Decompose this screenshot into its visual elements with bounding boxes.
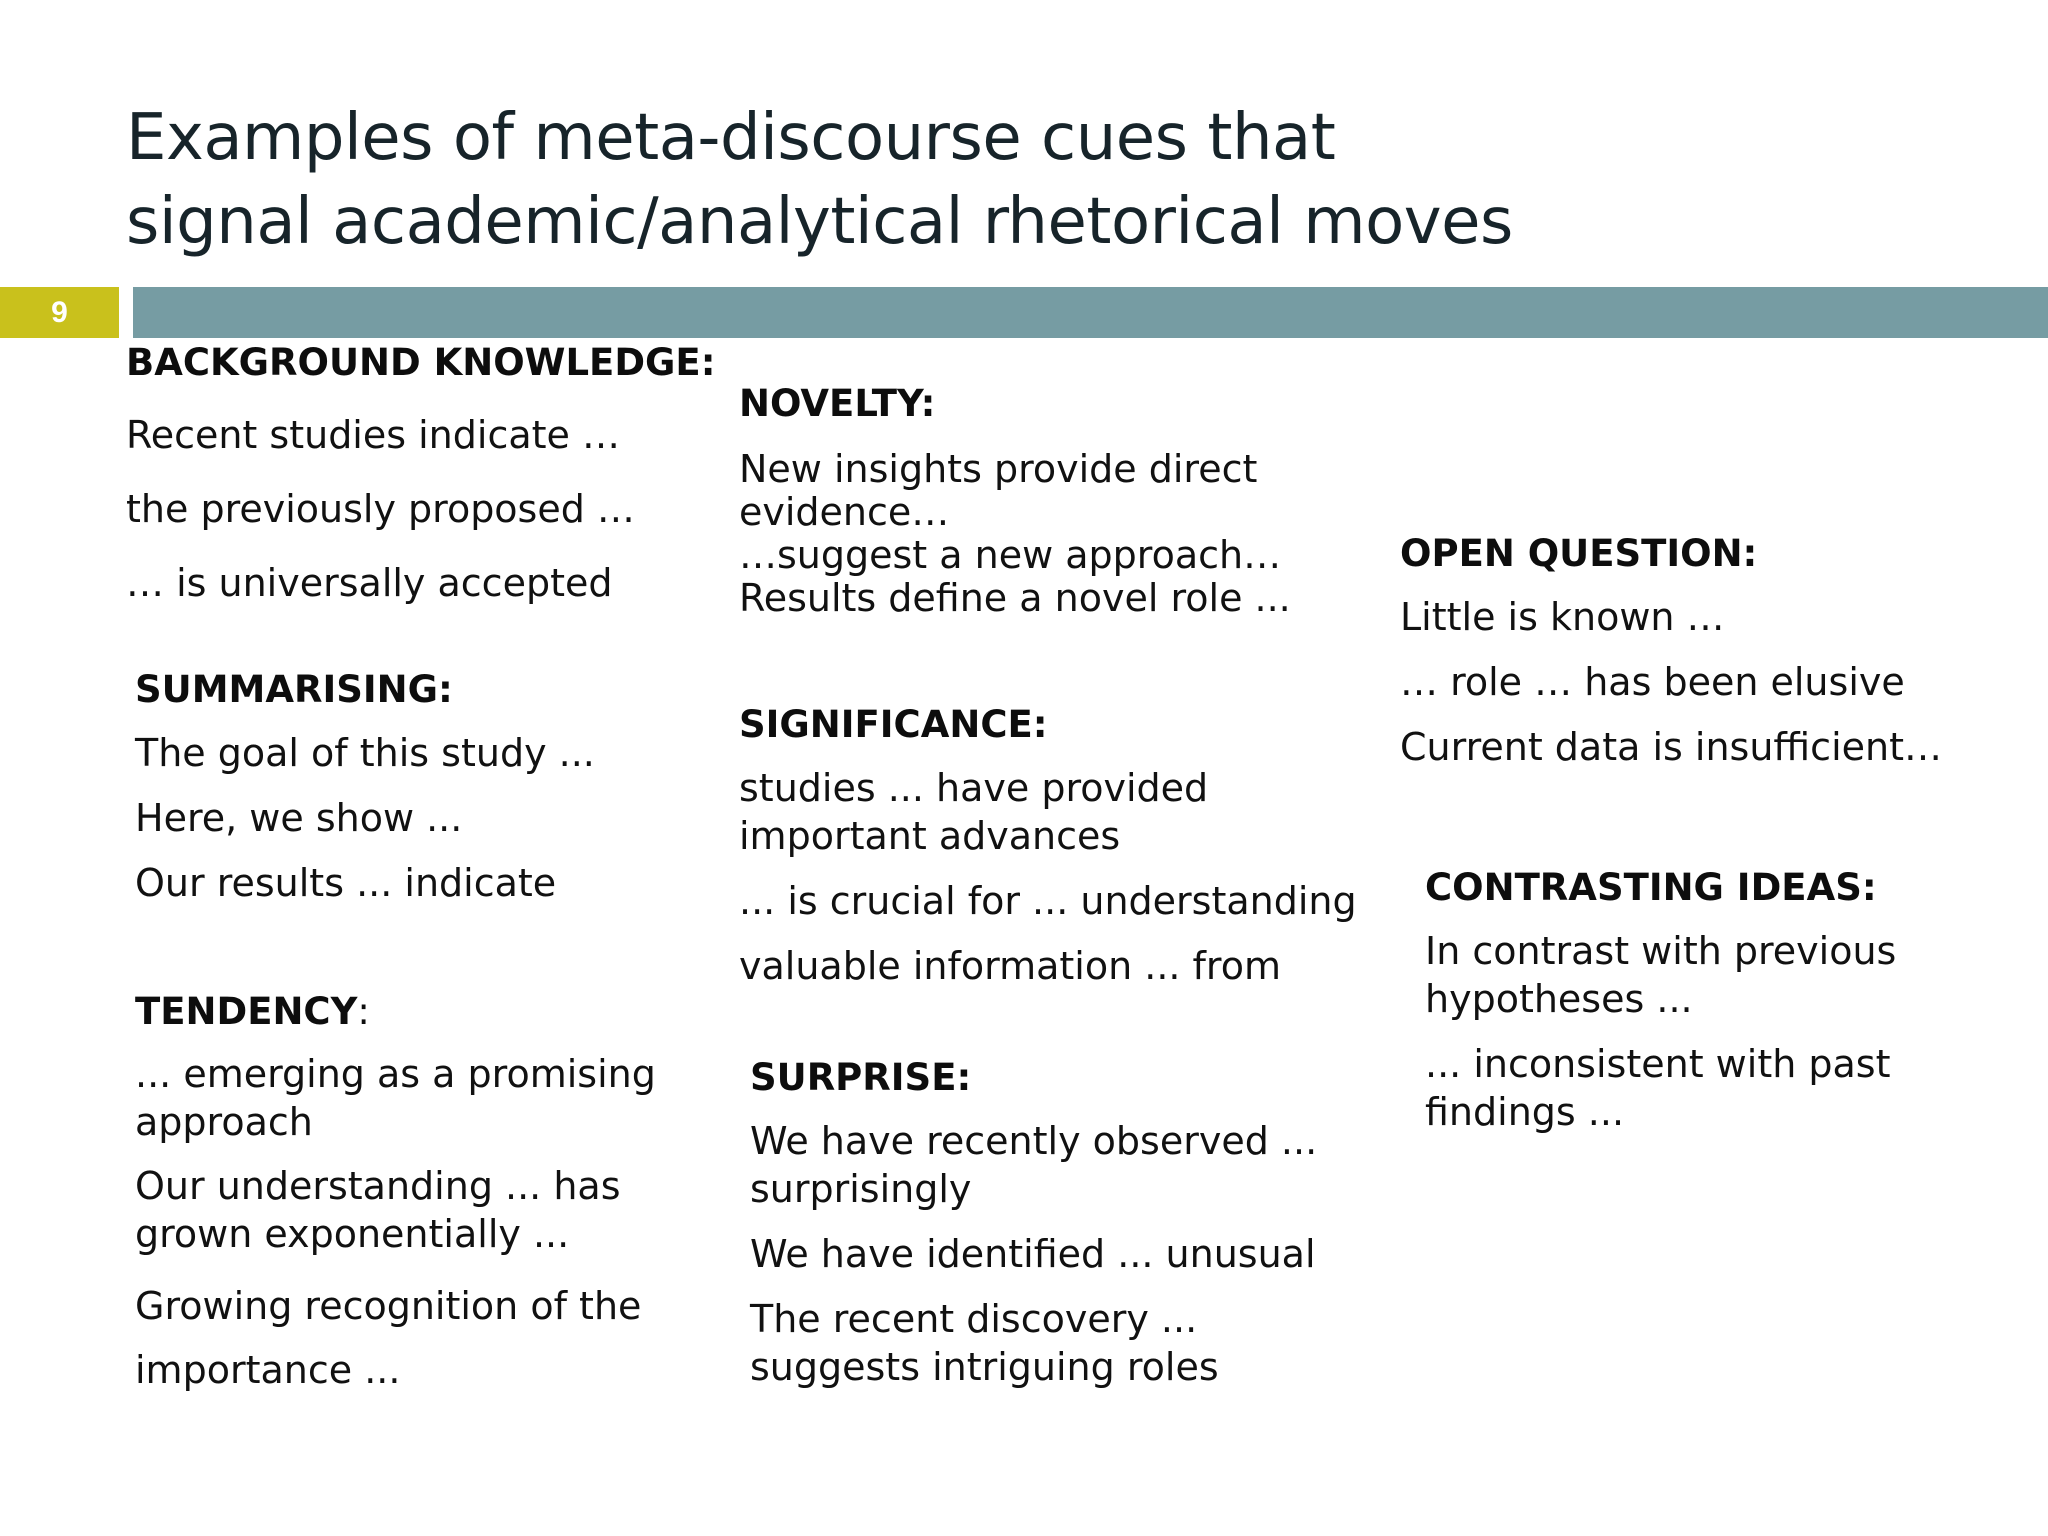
slide-title-line-1: Examples of meta-discourse cues that [126,101,1336,175]
cue-item: In contrast with previous hypotheses ... [1425,929,1897,1021]
cue-item: Our results ... indicate [135,861,557,905]
cue-item: Here, we show ... [135,796,463,840]
section-heading: SIGNIFICANCE: [739,703,1048,746]
accent-bar [133,287,2048,338]
section-novelty [739,382,1359,620]
section-summarising [135,668,695,907]
section-surprise [750,1056,1390,1391]
section-significance [739,703,1379,990]
slide-title [126,96,1726,264]
cue-item: The goal of this study ... [135,731,595,775]
cue-item: We have recently observed ... surprisingly [750,1119,1318,1211]
cue-item: … is universally accepted [126,561,613,605]
section-heading: CONTRASTING IDEAS: [1425,866,1877,909]
section-heading: BACKGROUND KNOWLEDGE: [126,341,716,384]
slide-number-badge: 9 [0,287,119,338]
cue-item: The recent discovery ... suggests intriguing roles [750,1297,1219,1389]
cue-item: the previously proposed … [126,487,635,531]
section-open-question [1400,532,2000,771]
section-contrasting-ideas [1425,866,2025,1136]
section-heading-colon: : [357,990,370,1033]
section-heading-text: TENDENCY [135,990,358,1033]
section-heading: NOVELTY: [739,382,936,425]
cue-item: We have identified ... unusual [750,1232,1316,1276]
cue-item: ... emerging as a promising approach [135,1052,656,1144]
cue-item: Current data is insufficient… [1400,725,1942,769]
cue-item: …suggest a new approach… [739,533,1282,577]
section-heading: SUMMARISING: [135,668,453,711]
cue-item: Our understanding ... has grown exponentially ... [135,1164,621,1256]
cue-item: studies ... have provided important advances [739,766,1209,858]
cue-item: ... inconsistent with past findings ... [1425,1042,1891,1134]
cue-item: ... is crucial for ... understanding [739,879,1357,923]
cue-item: Results define a novel role ... [739,576,1291,620]
cue-item: New insights provide direct evidence… [739,447,1258,534]
slide-title-line-2: signal academic/analytical rhetorical moves [126,185,1513,259]
cue-item: Little is known … [1400,595,1725,639]
section-heading [135,990,695,1034]
section-heading: OPEN QUESTION: [1400,532,1758,575]
cue-item: … role … has been elusive [1400,660,1905,704]
section-background-knowledge [126,341,716,607]
section-tendency [135,990,695,1402]
section-heading: SURPRISE: [750,1056,972,1099]
cue-item: valuable information ... from [739,944,1281,988]
cue-item: Growing recognition of the importance ... [135,1284,642,1392]
cue-item: Recent studies indicate … [126,413,620,457]
